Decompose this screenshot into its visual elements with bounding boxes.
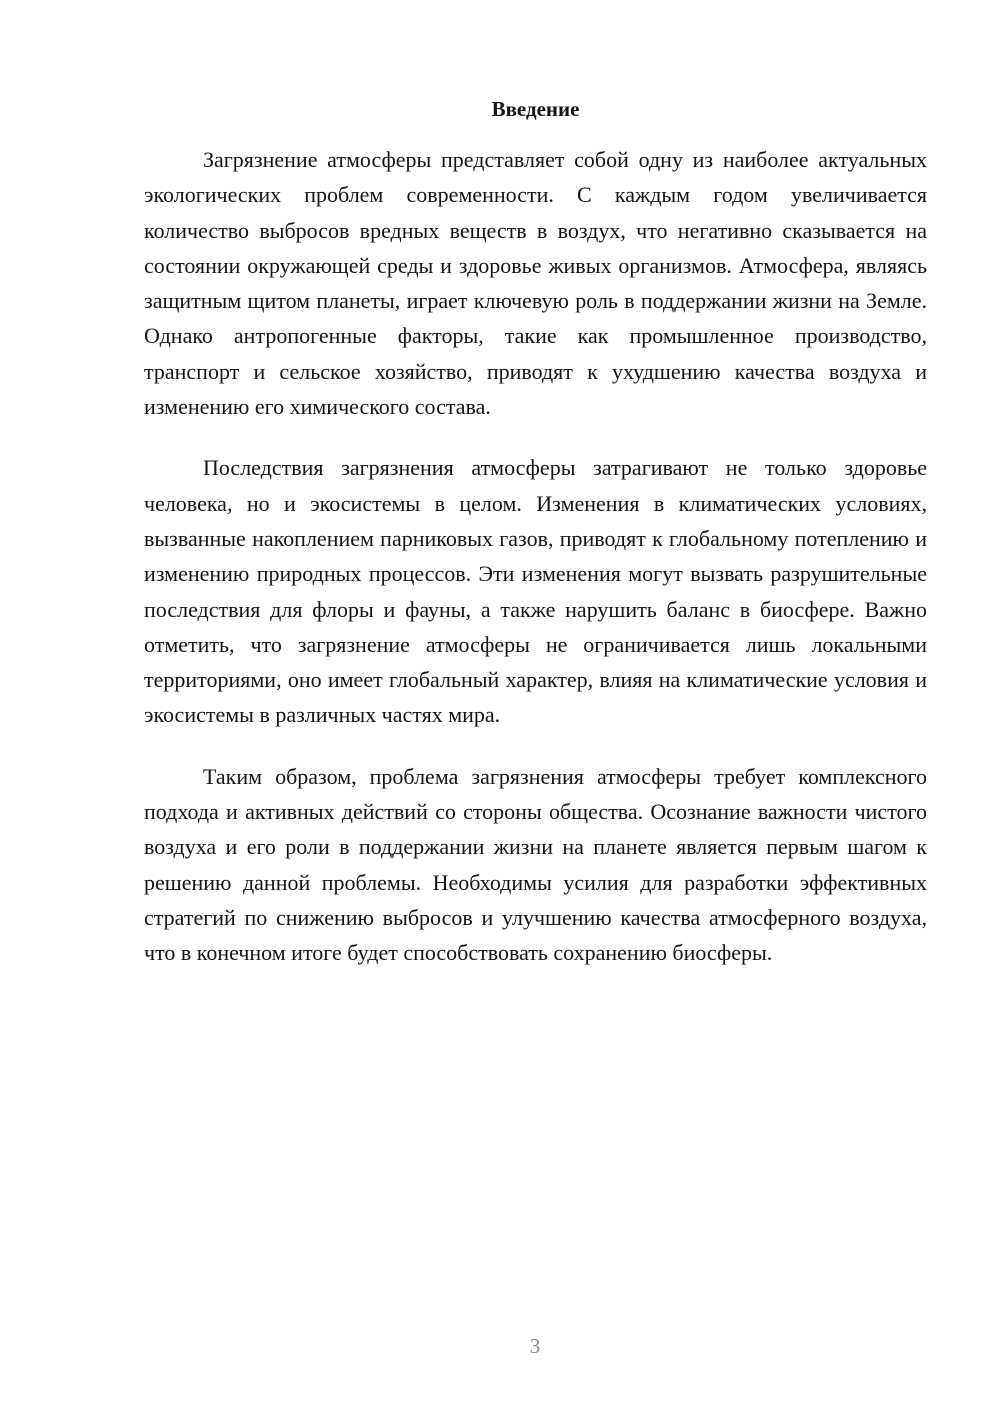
page-number: 3 [529, 1334, 541, 1358]
section-title: Введение [491, 97, 580, 121]
paragraph-2: Последствия загрязнения атмосферы затрагивают не только здоровье человека, но и экосистемы в целом. Изменения в климатических условиях, вызванные накоплением парниковых газов, приводят к глобальному потеплению и изменению природных процессов. Эти изменения могут вызвать разрушительные последствия для флоры и фауны, а также нарушить баланс в биосфере. Важно отметить, что загрязнение атмосферы не ограничивается лишь локальными территориями, оно имеет глобальный характер, влияя на климатические условия и экосистемы в различных частях мира. [144, 455, 927, 728]
paragraph-1: Загрязнение атмосферы представляет собой одну из наиболее актуальных экологических проблем современности. С каждым годом увеличивается количество выбросов вредных веществ в воздух, что негативно сказывается на состоянии окружающей среды и здоровье живых организмов. Атмосфера, являясь защитным щитом планеты, играет ключевую роль в поддержании жизни на Земле. Однако антропогенные факторы, такие как промышленное производство, транспорт и сельское хозяйство, приводят к ухудшению качества воздуха и изменению его химического состава. [144, 147, 927, 420]
paragraph-3: Таким образом, проблема загрязнения атмосферы требует комплексного подхода и активных действий со стороны общества. Осознание важности чистого воздуха и его роли в поддержании жизни на планете является первым шагом к решению данной проблемы. Необходимы усилия для разработки эффективных стратегий по снижению выбросов и улучшению качества атмосферного воздуха, что в конечном итоге будет способствовать сохранению биосферы. [144, 763, 927, 966]
page-content [144, 92, 927, 971]
